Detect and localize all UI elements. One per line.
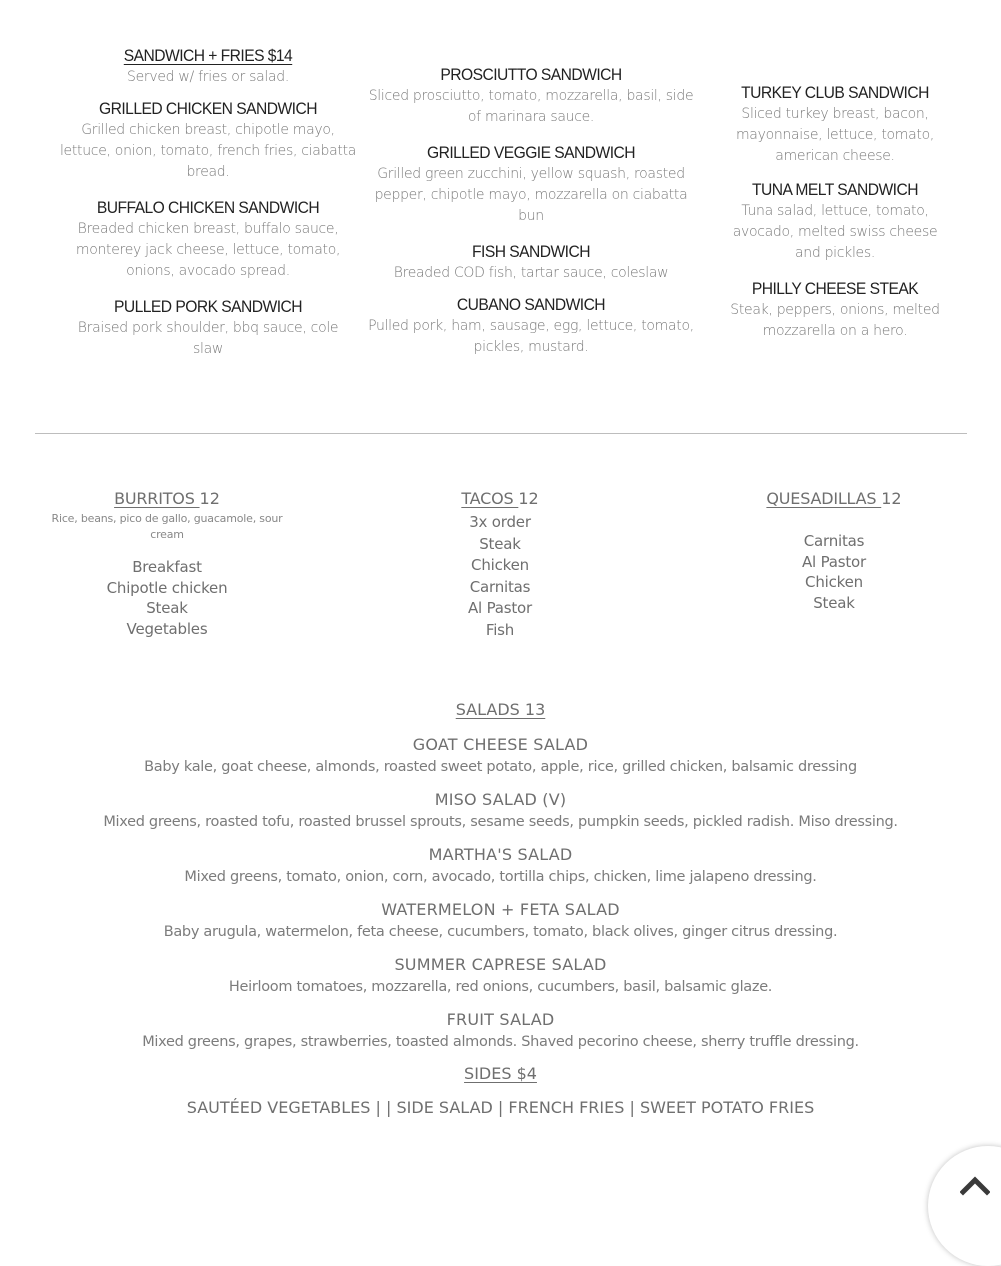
salad-desc: Baby kale, goat cheese, almonds, roasted sweet potato, apple, rice, grilled chicken, balsamic dressing [144, 759, 857, 775]
sides-list [0, 1098, 1001, 1118]
sandwich-item [58, 197, 358, 282]
salad-item [0, 735, 1001, 777]
burritos-title: BURRITOS [114, 489, 200, 508]
sandwich-title: PROSCIUTTO SANDWICH [440, 65, 622, 84]
salad-name: MISO SALAD (V) [434, 790, 567, 809]
sandwich-desc: Grilled chicken breast, chipotle mayo, lettuce, onion, tomato, french fries, ciabatta bread. [59, 122, 357, 180]
section-divider [35, 433, 967, 434]
sandwich-desc: Grilled green zucchini, yellow squash, roasted pepper, chipotle mayo, mozzarella on ciabatta bun [374, 166, 688, 224]
salad-name: WATERMELON + FETA SALAD [381, 900, 620, 919]
sandwich-title: BUFFALO CHICKEN SANDWICH [96, 198, 320, 217]
sandwich-title: FISH SANDWICH [472, 242, 590, 261]
salad-desc: Mixed greens, roasted tofu, roasted brussel sprouts, sesame seeds, pumpkin seeds, pickled radish. Miso dressing. [103, 814, 898, 830]
sandwich-item [58, 98, 358, 183]
list-item: Steak [479, 534, 521, 553]
list-item: Carnitas [803, 532, 865, 550]
sandwich-desc: Pulled pork, ham, sausage, egg, lettuce, tomato, pickles, mustard. [368, 318, 694, 355]
sandwich-item [726, 179, 944, 264]
salad-name: MARTHA'S SALAD [428, 845, 573, 864]
salad-desc: Mixed greens, tomato, onion, corn, avocado, tortilla chips, chicken, lime jalapeno dressing. [184, 869, 817, 885]
sandwich-column-1 [58, 45, 358, 374]
sandwich-desc: Breaded chicken breast, buffalo sauce, monterey jack cheese, lettuce, tomato, onions, avocado spread. [75, 221, 341, 279]
burritos-note: Rice, beans, pico de gallo, guacamole, sour cream [51, 512, 283, 541]
quesadillas-title: QUESADILLAS [766, 489, 882, 508]
sides-title: SIDES $4 [464, 1064, 537, 1083]
salad-item [0, 790, 1001, 832]
salad-item [0, 955, 1001, 997]
sandwich-desc: Served w/ fries or salad. [127, 69, 289, 85]
sandwich-desc: Sliced turkey breast, bacon, mayonnaise, lettuce, tomato, american cheese. [735, 106, 935, 164]
sandwich-title: GRILLED VEGGIE SANDWICH [426, 143, 636, 162]
sandwich-item [368, 241, 694, 284]
sandwich-title: PHILLY CHEESE STEAK [751, 279, 919, 298]
salad-name: FRUIT SALAD [446, 1010, 555, 1029]
sandwich-desc: Breaded COD fish, tartar sauce, coleslaw [393, 265, 669, 281]
sandwich-column-3 [726, 82, 944, 356]
sandwich-fries-heading: SANDWICH + FRIES $14 [123, 46, 293, 65]
sandwich-item [58, 45, 358, 88]
sandwich-item [726, 82, 944, 167]
list-item: Fish [485, 620, 515, 639]
tacos-heading [400, 489, 600, 509]
list-item: 3x order [469, 513, 531, 531]
burritos-heading [40, 489, 294, 509]
list-item: Steak [813, 593, 855, 612]
quesadillas-section [734, 489, 934, 613]
sandwich-title: CUBANO SANDWICH [456, 295, 606, 314]
sandwich-desc: Tuna salad, lettuce, tomato, avocado, melted swiss cheese and pickles. [732, 203, 938, 261]
list-item: Chicken [471, 556, 529, 574]
salad-item [0, 845, 1001, 887]
quesadillas-price: 12 [881, 489, 902, 508]
sandwich-item [368, 64, 694, 128]
sandwich-desc: Steak, peppers, onions, melted mozzarella on a hero. [730, 302, 940, 339]
list-item: Chicken [805, 573, 863, 591]
burritos-list [40, 557, 294, 639]
salad-name: SUMMER CAPRESE SALAD [394, 955, 607, 974]
list-item: Breakfast [132, 558, 202, 576]
scroll-to-top-button[interactable] [928, 1146, 1001, 1266]
sandwich-desc: Sliced prosciutto, tomato, mozzarella, basil, side of marinara sauce. [368, 88, 694, 125]
list-item: Chipotle chicken [106, 578, 228, 597]
sides-items: SAUTÉED VEGETABLES | | SIDE SALAD | FRENCH FRIES | SWEET POTATO FRIES [186, 1098, 815, 1117]
burritos-section [40, 489, 294, 639]
chevron-up-icon [960, 1172, 990, 1196]
salads-heading [0, 700, 1001, 719]
salad-desc: Baby arugula, watermelon, feta cheese, cucumbers, tomato, black olives, ginger citrus dressing. [163, 924, 838, 940]
quesadillas-list [734, 531, 934, 613]
list-item: Vegetables [126, 619, 208, 638]
sandwich-title: PULLED PORK SANDWICH [114, 297, 302, 316]
salad-name: GOAT CHEESE SALAD [412, 735, 589, 754]
sandwich-item [58, 296, 358, 360]
sides-heading [0, 1064, 1001, 1083]
salad-desc: Heirloom tomatoes, mozzarella, red onions, cucumbers, basil, balsamic glaze. [228, 979, 773, 995]
list-item: Steak [146, 599, 188, 617]
sandwich-item [368, 142, 694, 227]
tacos-price: 12 [518, 489, 539, 508]
sandwich-item [726, 278, 944, 342]
salad-item [0, 900, 1001, 942]
list-item: Carnitas [469, 577, 531, 596]
sandwich-item [368, 294, 694, 358]
tacos-section [400, 489, 600, 641]
list-item: Al Pastor [801, 552, 866, 571]
sandwich-column-2 [368, 64, 694, 372]
sandwich-desc: Braised pork shoulder, bbq sauce, cole slaw [77, 320, 339, 357]
salad-item [0, 1010, 1001, 1052]
salads-title: SALADS 13 [455, 700, 546, 719]
sandwich-title: GRILLED CHICKEN SANDWICH [99, 99, 317, 118]
sandwich-title: TUNA MELT SANDWICH [752, 180, 918, 199]
quesadillas-heading [734, 489, 934, 509]
tacos-list [400, 512, 600, 641]
salad-desc: Mixed greens, grapes, strawberries, toasted almonds. Shaved pecorino cheese, sherry truffle dressing. [142, 1034, 859, 1050]
tacos-title: TACOS [461, 489, 519, 508]
sandwich-title: TURKEY CLUB SANDWICH [741, 83, 929, 102]
burritos-price: 12 [199, 489, 220, 508]
list-item: Al Pastor [467, 599, 532, 617]
